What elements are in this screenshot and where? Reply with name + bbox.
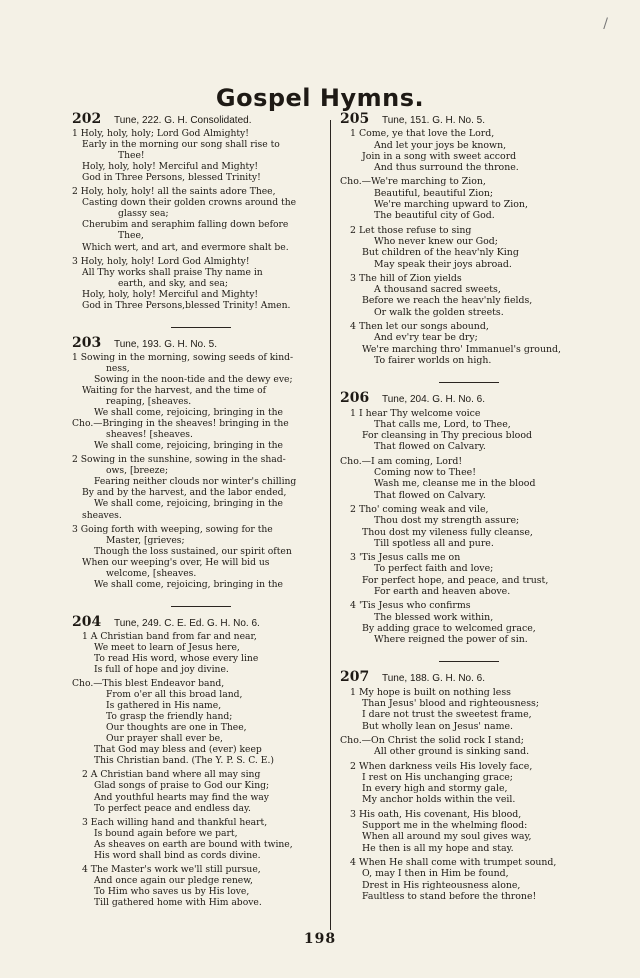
verse-line: Or walk the golden streets. — [374, 306, 504, 318]
verse-line: Drest in His righteousness alone, — [362, 879, 521, 891]
hymn-header — [72, 613, 330, 630]
verse-line: 2 A Christian band where all may sing — [82, 769, 261, 781]
verse-line: 1 Sowing in the morning, sowing seeds of kind- — [72, 351, 294, 363]
verse-line: The beautiful city of God. — [374, 210, 495, 222]
tune-reference: Tune, 193. G. H. No. 5. — [114, 338, 218, 350]
verse-line: 2 Holy, holy, holy! all the saints adore Thee, — [72, 186, 276, 198]
verse-line: And ev'ry tear be dry; — [374, 332, 478, 344]
hymn-separator — [439, 382, 499, 383]
verse-line: 2 Let those refuse to sing — [350, 224, 472, 236]
verse-line: Thee! — [118, 150, 145, 162]
hymn-header — [72, 111, 330, 127]
verse-line: Thou dost my strength assure; — [374, 515, 520, 527]
verse-line: 4 When He shall come with trumpet sound, — [350, 856, 557, 868]
verse-line: Holy, holy, holy! Merciful and Mighty! — [82, 288, 259, 300]
verse-line: We're marching upward to Zion, — [374, 199, 528, 211]
hymn-separator — [171, 327, 231, 328]
verse-line: 4 Then let our songs abound, — [350, 321, 489, 333]
verse-line: Cho.—On Christ the solid rock I stand; — [340, 734, 524, 746]
stanza — [340, 552, 598, 597]
stanza — [340, 600, 598, 645]
stanza — [340, 128, 598, 173]
verse-line: We meet to learn of Jesus here, — [94, 641, 240, 653]
hymn-header — [340, 390, 598, 407]
stanza — [72, 454, 330, 520]
verse-line: Is bound again before we part, — [94, 827, 238, 839]
verse-line: Join in a song with sweet accord — [362, 150, 517, 162]
tune-reference: Tune, 249. C. E. Ed. G. H. No. 6. — [114, 617, 260, 629]
verse-line: We shall come, rejoicing, bringing in the — [94, 498, 283, 510]
verse-line: That flowed on Calvary. — [374, 441, 486, 453]
verse-line: But children of the heav'nly King — [362, 247, 519, 259]
verse-line: Where reigned the power of sin. — [374, 634, 528, 646]
verse-line: Which wert, and art, and evermore shalt be. — [82, 241, 289, 253]
stanza — [72, 769, 330, 813]
hymn-number: 207 — [340, 669, 370, 686]
verse-line: Wash me, cleanse me in the blood — [374, 478, 536, 490]
verse-line: 1 A Christian band from far and near, — [82, 630, 257, 642]
right-column — [340, 111, 598, 918]
verse-line: sheaves. — [82, 509, 122, 521]
corner-mark: / — [603, 16, 608, 32]
hymn-header — [72, 334, 330, 351]
verse-line: ness, — [106, 362, 130, 374]
verse-line: 4 'Tis Jesus who confirms — [350, 600, 471, 612]
verse-line: Till spotless all and pure. — [374, 537, 494, 549]
verse-line: Cho.—We're marching to Zion, — [340, 176, 486, 188]
verse-line: Though the loss sustained, our spirit often — [94, 545, 292, 557]
verse-line: reaping, [sheaves. — [106, 396, 192, 408]
verse-line: Holy, holy, holy! Merciful and Mighty! — [82, 161, 259, 173]
stanza — [72, 631, 330, 675]
stanza — [72, 186, 330, 252]
verse-line: To grasp the friendly hand; — [106, 711, 233, 723]
stanza — [72, 352, 330, 451]
verse-line: But wholly lean on Jesus' name. — [362, 720, 514, 732]
stanza — [340, 225, 598, 270]
verse-line: For perfect hope, and peace, and trust, — [362, 574, 549, 586]
verse-line: welcome, [sheaves. — [106, 567, 197, 579]
verse-line: 1 Come, ye that love the Lord, — [350, 128, 495, 140]
verse-line: By and by the harvest, and the labor ended, — [82, 487, 287, 499]
verse-line: Our prayer shall ever be, — [106, 733, 223, 745]
verse-line: Who never knew our God; — [374, 235, 498, 247]
verse-line: When all around my soul gives way, — [362, 831, 532, 843]
hymn-separator — [439, 661, 499, 662]
stanza — [72, 678, 330, 766]
verse-line: Cho.—This blest Endeavor band, — [72, 678, 225, 690]
verse-line: Beautiful, beautiful Zion; — [374, 187, 494, 199]
stanza — [72, 256, 330, 311]
verse-line: I rest on His unchanging grace; — [362, 771, 513, 783]
verse-line: Waiting for the harvest, and the time of — [82, 384, 267, 396]
stanza — [340, 761, 598, 806]
verse-line: Our thoughts are one in Thee, — [106, 722, 247, 734]
verse-line: Thou dost my vileness fully cleanse, — [362, 526, 533, 538]
verse-line: Is full of hope and joy divine. — [94, 664, 229, 676]
hymn-204 — [72, 613, 330, 908]
stanza — [340, 687, 598, 732]
verse-line: Than Jesus' blood and righteousness; — [362, 698, 539, 710]
stanza — [340, 176, 598, 221]
verse-line: 1 Holy, holy, holy; Lord God Almighty! — [72, 128, 249, 140]
hymn-number: 205 — [340, 111, 370, 127]
hymn-206 — [340, 390, 598, 646]
page-number: 198 — [303, 931, 337, 947]
verse-line: Master, [grieves; — [106, 534, 185, 546]
verse-line: God in Three Persons, blessed Trinity! — [82, 172, 261, 184]
verse-line: Early in the morning our song shall rise to — [82, 139, 280, 151]
verse-line: To Him who saves us by His love, — [94, 885, 250, 897]
verse-line: 4 The Master's work we'll still pursue, — [82, 863, 261, 875]
hymn-number: 202 — [72, 111, 102, 127]
verse-line: Casting down their golden crowns around the — [82, 197, 297, 209]
hymn-205 — [340, 111, 598, 366]
verse-line: 2 Sowing in the sunshine, sowing in the shad- — [72, 454, 286, 466]
verse-line: And once again our pledge renew, — [94, 874, 253, 886]
hymn-202 — [72, 111, 330, 311]
verse-line: This Christian band. (The Y. P. S. C. E.) — [94, 755, 274, 767]
verse-line: To read His word, whose every line — [94, 652, 259, 664]
verse-line: Faultless to stand before the throne! — [362, 890, 537, 902]
verse-line: That calls me, Lord, to Thee, — [374, 418, 511, 430]
verse-line: 3 His oath, His covenant, His blood, — [350, 808, 522, 820]
hymn-203 — [72, 334, 330, 590]
verse-line: earth, and sky, and sea; — [118, 277, 228, 289]
verse-line: 3 Holy, holy, holy! Lord God Almighty! — [72, 255, 250, 267]
verse-line: Is gathered in His name, — [106, 700, 222, 712]
verse-line: When our weeping's over, He will bid us — [82, 556, 270, 568]
verse-line: Cherubim and seraphim falling down before — [82, 219, 289, 231]
hymn-number: 206 — [340, 390, 370, 407]
verse-line: And youthful hearts may find the way — [94, 791, 269, 803]
left-column — [72, 111, 330, 924]
stanza — [340, 857, 598, 902]
tune-reference: Tune, 151. G. H. No. 5. — [382, 115, 486, 126]
hymn-number: 204 — [72, 613, 102, 630]
verse-line: That God may bless and (ever) keep — [94, 744, 262, 756]
verse-line: ows, [breeze; — [106, 465, 169, 477]
stanza — [72, 817, 330, 861]
verse-line: For cleansing in Thy precious blood — [362, 430, 532, 442]
verse-line: In every high and stormy gale, — [362, 783, 508, 795]
verse-line: glassy sea; — [118, 208, 169, 220]
stanza — [72, 128, 330, 183]
verse-line: Cho.—Bringing in the sheaves! bringing in the — [72, 418, 289, 430]
verse-line: Glad songs of praise to God our King; — [94, 780, 270, 792]
stanza — [340, 408, 598, 453]
tune-reference: Tune, 222. G. H. Consolidated. — [114, 115, 252, 126]
verse-line: God in Three Persons,blessed Trinity! Amen. — [82, 299, 291, 311]
verse-line: Before we reach the heav'nly fields, — [362, 295, 533, 307]
verse-line: To perfect faith and love; — [374, 563, 494, 575]
verse-line: We're marching thro' Immanuel's ground, — [362, 343, 562, 355]
verse-line: sheaves! [sheaves. — [106, 429, 193, 441]
stanza — [72, 524, 330, 590]
verse-line: 3 Going forth with weeping, sowing for the — [72, 523, 273, 535]
verse-line: Support me in the whelming flood: — [362, 820, 528, 832]
verse-line: As sheaves on earth are bound with twine, — [94, 838, 293, 850]
verse-line: His word shall bind as cords divine. — [94, 849, 261, 861]
verse-line: Sowing in the noon-tide and the dewy eve; — [94, 373, 293, 385]
column-divider — [330, 120, 331, 930]
hymn-header — [340, 669, 598, 686]
verse-line: 1 My hope is built on nothing less — [350, 686, 511, 698]
stanza — [340, 809, 598, 854]
hymn-number: 203 — [72, 334, 102, 351]
verse-line: 2 When darkness veils His lovely face, — [350, 760, 533, 772]
tune-reference: Tune, 188. G. H. No. 6. — [382, 673, 486, 685]
verse-line: All other ground is sinking sand. — [374, 746, 530, 758]
verse-line: 2 Tho' coming weak and vile, — [350, 503, 489, 515]
verse-line: 3 Each willing hand and thankful heart, — [82, 816, 268, 828]
verse-line: We shall come, rejoicing, bringing in the — [94, 440, 283, 452]
stanza — [340, 321, 598, 366]
hymn-separator — [171, 606, 231, 607]
verse-line: To perfect peace and endless day. — [94, 802, 251, 814]
verse-line: To fairer worlds on high. — [374, 354, 492, 366]
verse-line: For earth and heaven above. — [374, 585, 511, 597]
verse-line: Till gathered home with Him above. — [94, 896, 262, 908]
verse-line: My anchor holds within the veil. — [362, 794, 516, 806]
page-title: Gospel Hymns. — [215, 84, 425, 112]
verse-line: We shall come, rejoicing, bringing in the — [94, 407, 283, 419]
verse-line: Fearing neither clouds nor winter's chilling — [94, 476, 297, 488]
verse-line: And let your joys be known, — [374, 139, 507, 151]
hymn-header — [340, 111, 598, 127]
verse-line: I dare not trust the sweetest frame, — [362, 709, 532, 721]
verse-line: 3 'Tis Jesus calls me on — [350, 552, 461, 564]
verse-line: All Thy works shall praise Thy name in — [82, 266, 263, 278]
hymn-207 — [340, 669, 598, 902]
verse-line: Thee, — [118, 230, 144, 242]
verse-line: 1 I hear Thy welcome voice — [350, 407, 481, 419]
stanza — [340, 504, 598, 549]
verse-line: That flowed on Calvary. — [374, 489, 486, 501]
verse-line: Coming now to Thee! — [374, 467, 476, 479]
tune-reference: Tune, 204. G. H. No. 6. — [382, 394, 486, 406]
verse-line: From o'er all this broad land, — [106, 689, 243, 701]
stanza — [72, 864, 330, 908]
verse-line: He then is all my hope and stay. — [362, 842, 514, 854]
verse-line: Cho.—I am coming, Lord! — [340, 455, 463, 467]
verse-line: May speak their joys abroad. — [374, 258, 512, 270]
stanza — [340, 735, 598, 758]
verse-line: And thus surround the throne. — [374, 162, 519, 174]
stanza — [340, 273, 598, 318]
verse-line: We shall come, rejoicing, bringing in the — [94, 578, 283, 590]
verse-line: A thousand sacred sweets, — [374, 284, 501, 296]
verse-line: By adding grace to welcomed grace, — [362, 622, 536, 634]
stanza — [340, 456, 598, 501]
verse-line: 3 The hill of Zion yields — [350, 272, 462, 284]
verse-line: O, may I then in Him be found, — [362, 868, 509, 880]
verse-line: The blessed work within, — [374, 611, 494, 623]
